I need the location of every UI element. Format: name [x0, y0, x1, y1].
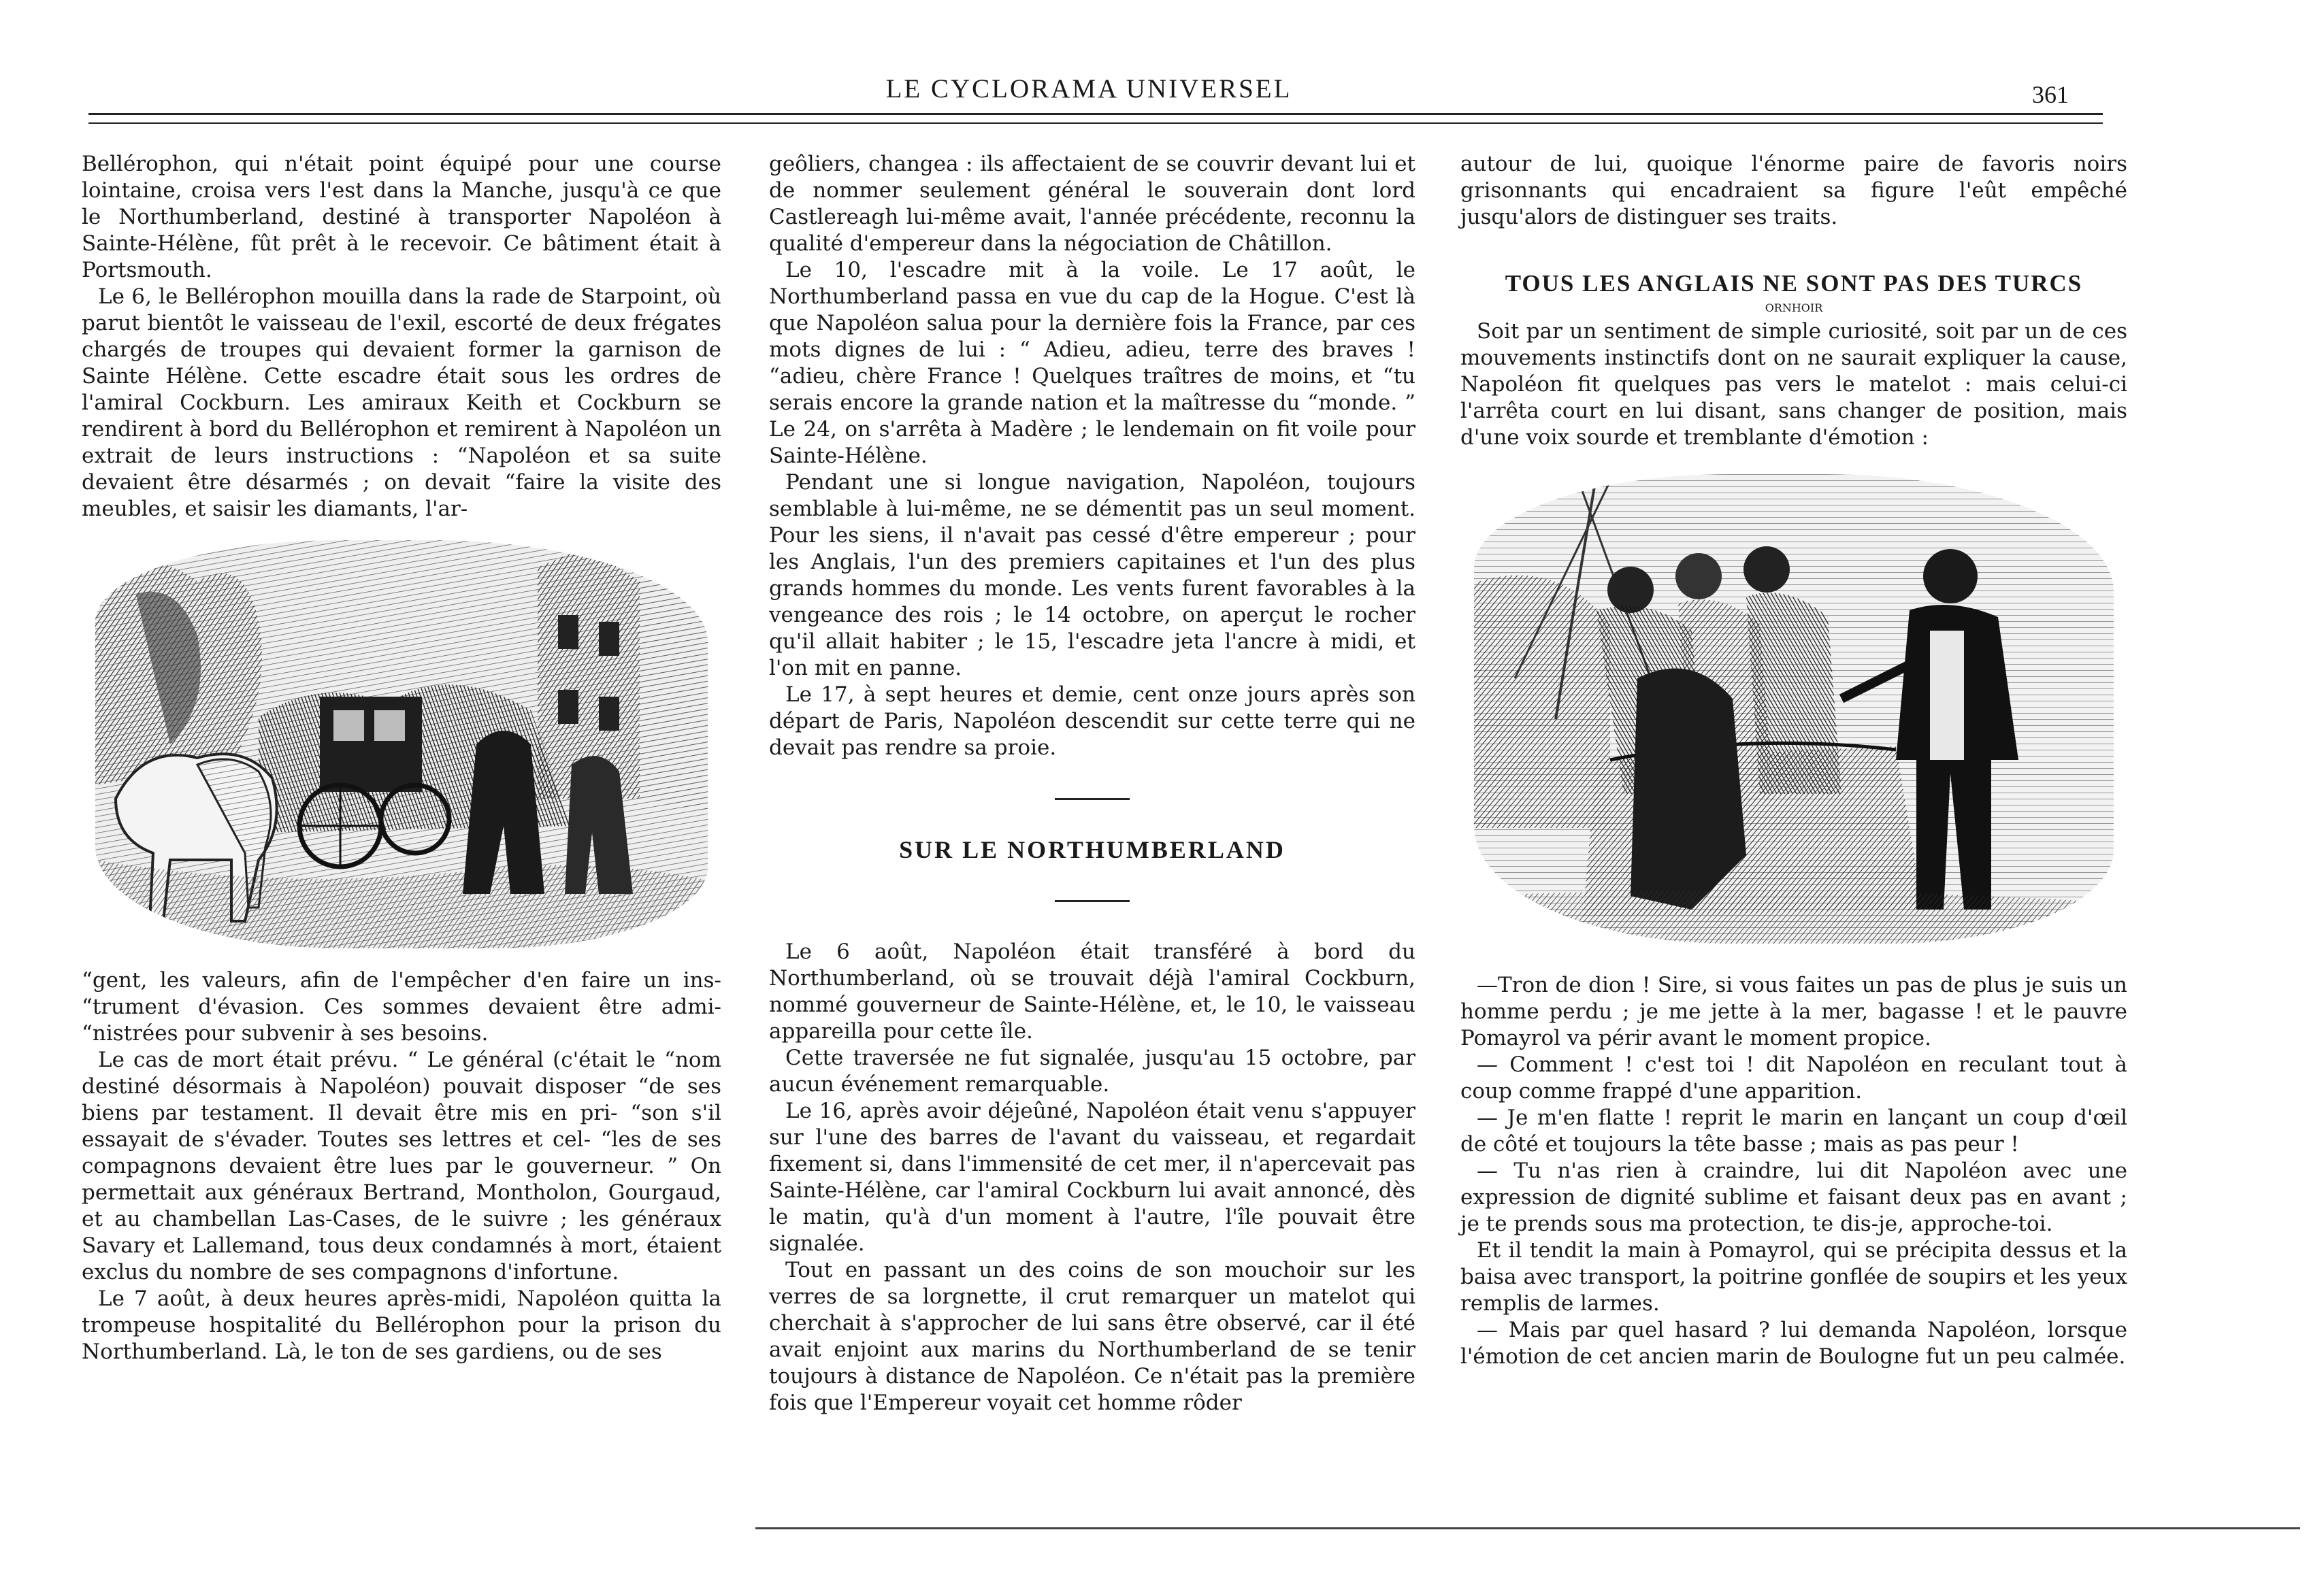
header-rule	[88, 113, 2103, 115]
paragraph: Soit par un sentiment de simple curiosité, soit par un de ces mouvements instinctifs dont on ne saurait expliquer la cause, Napoléon fit quelques pas vers le matelot : mais celui-ci l'arrêta court en lui disant, sans changer de position, mais d'une voix sourde et tremblante d'émotion :	[1460, 319, 2127, 450]
paragraph: Le 16, après avoir déjeûné, Napoléon était venu s'appuyer sur l'une des barres de l'avant du vaisseau, et regardait fixement si, dans l'immensité de cet mer, il n'apercevait pas Sainte-Hélène, car l'amiral Cockburn lui avait annoncé, dès le matin, qu'à d'un moment à l'autre, l'île pouvait être signalée.	[769, 1099, 1415, 1256]
paragraph: Et il tendit la main à Pomayrol, qui se précipita dessus et la baisa avec transport, la poitrine gonflée de soupirs et les yeux remplis de larmes.	[1460, 1238, 2127, 1316]
paragraph: Bellérophon, qui n'était point équipé pour une course lointaine, croisa vers l'est dans la Manche, jusqu'à ce que le Northumberland, destiné à transporter Napoléon à Sainte-Hélène, fût prêt à le recevoir. Ce bâtiment était à Portsmouth.	[82, 152, 721, 282]
column-2	[769, 151, 1415, 1416]
footer-rule	[755, 1527, 2300, 1529]
paragraph: — Mais par quel hasard ? lui demanda Napoléon, lorsque l'émotion de cet ancien marin de Boulogne fut un peu calmée.	[1460, 1318, 2127, 1369]
section-title: SUR LE NORTHUMBERLAND	[899, 836, 1285, 863]
section-ornament: ORNHOIR	[1765, 301, 1823, 314]
paragraph: — Tu n'as rien à craindre, lui dit Napoléon avec une expression de dignité sublime et faisant deux pas en avant ; je te prends sous ma protection, te dis-je, approche-toi.	[1460, 1159, 2127, 1236]
engraving-napoleon-sailor-image	[1474, 474, 2114, 944]
ornament-rule	[1055, 798, 1130, 800]
paragraph: “gent, les valeurs, afin de l'empêcher d'en faire un ins- “trument d'évasion. Ces sommes devaient être admi- “nistrées pour subvenir à ses besoins.	[82, 968, 721, 1046]
paragraph: Tout en passant un des coins de son mouchoir sur les verres de sa lorgnette, il crut remarquer un matelot qui cherchait à s'approcher de lui sans être observé, car il été avait enjoint aux marins du Northumberland de se tenir toujours à distance de Napoléon. Ce n'était pas la première fois que l'Empereur voyait cet homme rôder	[769, 1258, 1415, 1415]
section-title: TOUS LES ANGLAIS NE SONT PAS DES TURCS	[1505, 270, 2083, 297]
column-1	[82, 151, 721, 1365]
paragraph: Le 10, l'escadre mit à la voile. Le 17 août, le Northumberland passa en vue du cap de la Hogue. C'est là que Napoléon salua pour la dernière fois la France, par ces mots dignes de lui : “ Adieu, adieu, terre des braves ! “adieu, chère France ! Quelques traîtres de moins, et “tu serais encore la grande nation et la maîtresse du “monde. ” Le 24, on s'arrêta à Madère ; le lendemain on fit voile pour Sainte-Hélène.	[769, 258, 1415, 468]
page-number: 361	[2032, 81, 2069, 108]
header-rule	[88, 122, 2103, 124]
paragraph: — Comment ! c'est toi ! dit Napoléon en reculant tout à coup comme frappé d'une apparition.	[1460, 1052, 2127, 1103]
paragraph: —Tron de dion ! Sire, si vous faites un pas de plus je suis un homme perdu ; je me jette à la mer, bagasse ! et le pauvre Pomayrol va périr avant le moment propice.	[1460, 973, 2127, 1050]
section-northumberland	[769, 798, 1415, 902]
column-3	[1460, 151, 2127, 1370]
paragraph: Le 6, le Bellérophon mouilla dans la rade de Starpoint, où parut bientôt le vaisseau de l'exil, escorté de deux frégates chargés de troupes qui devaient former la garnison de Sainte Hélène. Cette escadre était sous les ordres de l'amiral Cockburn. Les amiraux Keith et Cockburn se rendirent à bord du Bellérophon et remirent à Napoléon un extrait de leurs instructions : “Napoléon et sa suite devaient être désarmés ; on devait “faire la visite des meubles, et saisir les diamants, l'ar-	[82, 284, 721, 521]
paragraph: autour de lui, quoique l'énorme paire de favoris noirs grisonnants qui encadraient sa figure l'eût empêché jusqu'alors de distinguer ses traits.	[1460, 152, 2127, 229]
paragraph: geôliers, changea : ils affectaient de se couvrir devant lui et de nommer seulement général le souverain dont lord Castlereagh lui-même avait, l'année précédente, reconnu la qualité d'empereur dans la négociation de Châtillon.	[769, 152, 1415, 256]
engraving-carriage-image	[95, 540, 708, 948]
paragraph: Le cas de mort était prévu. “ Le général (c'était le “nom destiné désormais à Napoléon) pouvait disposer “de ses biens par testament. Il devait être mis en pri- “son s'il essayait de s'évader. Toutes ses lettres et cel- “les de ses compagnons devaient être lues par le gouverneur. ” On permettait aux généraux Bertrand, Montholon, Gourgaud, et au chambellan Las-Cases, de le suivre ; les généraux Savary et Lallemand, tous deux condamnés à mort, étaient exclus du nombre de ses compagnons d'infortune.	[82, 1048, 721, 1284]
paragraph: Cette traversée ne fut signalée, jusqu'au 15 octobre, par aucun événement remarquable.	[769, 1046, 1415, 1097]
section-anglais	[1460, 270, 2127, 316]
running-title: LE CYCLORAMA UNIVERSEL	[885, 74, 1292, 103]
paragraph: Le 6 août, Napoléon était transféré à bord du Northumberland, où se trouvait déjà l'amiral Cockburn, nommé gouverneur de Sainte-Hélène, et, le 10, le vaisseau appareilla pour cette île.	[769, 940, 1415, 1044]
engraving-carriage-illustration	[95, 540, 708, 948]
paragraph: Le 17, à sept heures et demie, cent onze jours après son départ de Paris, Napoléon descendit sur cette terre qui ne devait pas rendre sa proie.	[769, 682, 1415, 760]
engraving-napoleon-sailor-illustration	[1474, 474, 2114, 944]
paragraph: Pendant une si longue navigation, Napoléon, toujours semblable à lui-même, ne se démentit pas un seul moment. Pour les siens, il n'avait pas cessé d'être empereur ; pour les Anglais, l'un des premiers capitaines et l'un des plus grands hommes du monde. Les vents furent favorables à la vengeance des rois ; le 14 octobre, on aperçut le rocher qu'il allait habiter ; le 15, l'escadre jeta l'ancre à midi, et l'on mit en panne.	[769, 470, 1415, 680]
paragraph: — Je m'en flatte ! reprit le marin en lançant un coup d'œil de côté et toujours la tête basse ; mais as pas peur !	[1460, 1105, 2127, 1157]
paragraph: Le 7 août, à deux heures après-midi, Napoléon quitta la trompeuse hospitalité du Bellérophon pour la prison du Northumberland. Là, le ton de ses gardiens, ou de ses	[82, 1286, 721, 1364]
